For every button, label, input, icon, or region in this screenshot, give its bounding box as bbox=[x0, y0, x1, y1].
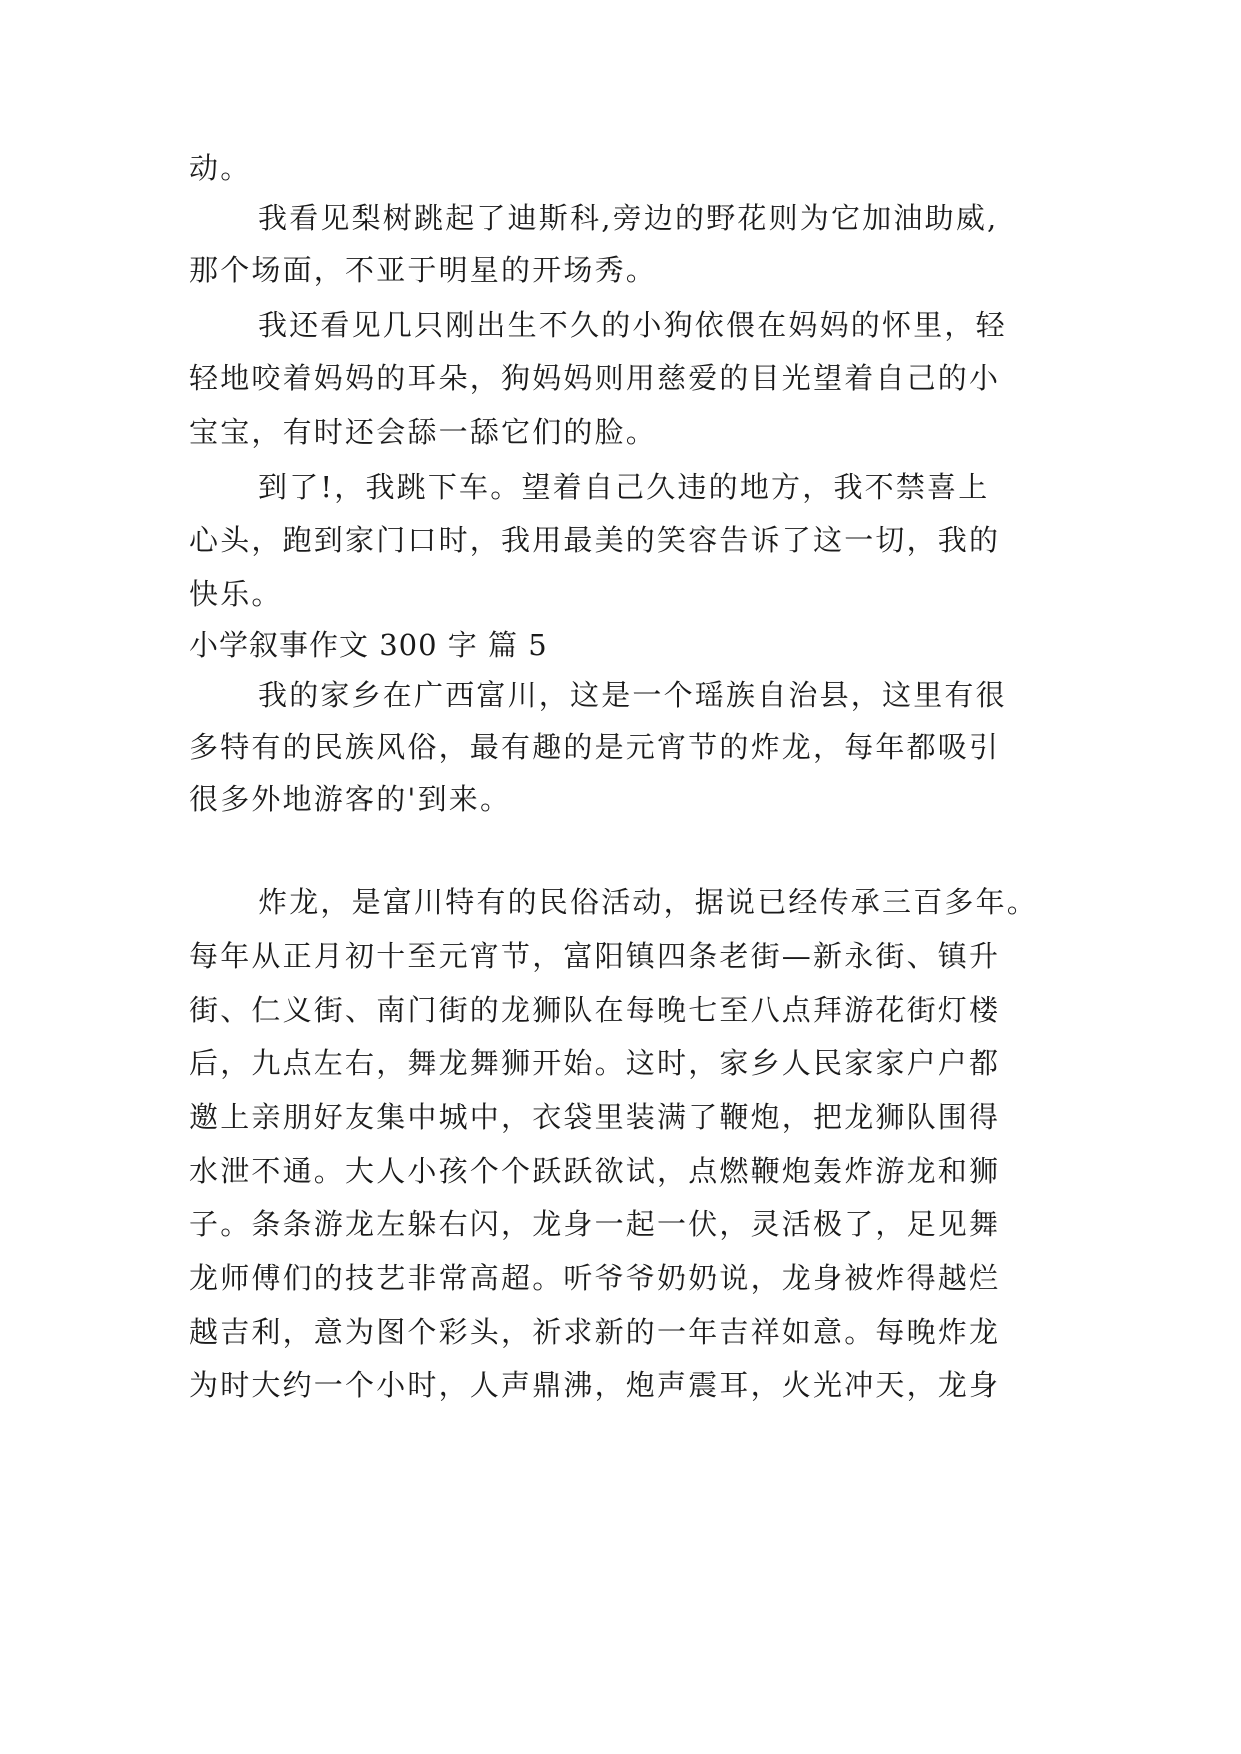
paragraph-first-line: 到了!，我跳下车。望着自己久违的地方，我不禁喜上 bbox=[258, 470, 990, 504]
text-line: 快乐。 bbox=[189, 577, 283, 611]
text-line: 心头，跑到家门口时，我用最美的笑容告诉了这一切，我的 bbox=[189, 523, 1001, 557]
paragraph-first-line: 炸龙，是富川特有的民俗活动，据说已经传承三百多年。 bbox=[258, 885, 1039, 919]
paragraph-first-line: 我还看见几只刚出生不久的小狗依偎在妈妈的怀里，轻 bbox=[258, 308, 1007, 342]
text-line: 每年从正月初十至元宵节，富阳镇四条老街—新永街、镇升 bbox=[189, 939, 1001, 973]
section-heading: 小学叙事作文 300 字 篇 5 bbox=[189, 628, 548, 662]
paragraph-first-line: 我看见梨树跳起了迪斯科,旁边的野花则为它加油助威, bbox=[258, 201, 999, 235]
text-line: 为时大约一个小时，人声鼎沸，炮声震耳，火光冲天，龙身 bbox=[189, 1368, 1001, 1402]
text-line: 龙师傅们的技艺非常高超。听爷爷奶奶说，龙身被炸得越烂 bbox=[189, 1261, 1001, 1295]
text-line: 后，九点左右，舞龙舞狮开始。这时，家乡人民家家户户都 bbox=[189, 1046, 1001, 1080]
text-line: 很多外地游客的'到来。 bbox=[189, 782, 512, 816]
text-line: 宝宝，有时还会舔一舔它们的脸。 bbox=[189, 415, 658, 449]
text-line: 动。 bbox=[189, 151, 252, 185]
text-line: 多特有的民族风俗，最有趣的是元宵节的炸龙，每年都吸引 bbox=[189, 730, 1001, 764]
text-line: 水泄不通。大人小孩个个跃跃欲试，点燃鞭炮轰炸游龙和狮 bbox=[189, 1154, 1001, 1188]
text-line: 邀上亲朋好友集中城中，衣袋里装满了鞭炮，把龙狮队围得 bbox=[189, 1100, 1001, 1134]
paragraph-first-line: 我的家乡在广西富川，这是一个瑶族自治县，这里有很 bbox=[258, 678, 1007, 712]
text-line: 那个场面，不亚于明星的开场秀。 bbox=[189, 253, 658, 287]
text-line: 轻地咬着妈妈的耳朵，狗妈妈则用慈爱的目光望着自己的小 bbox=[189, 361, 1001, 395]
text-line: 子。条条游龙左躲右闪，龙身一起一伏，灵活极了，足见舞 bbox=[189, 1207, 1001, 1241]
text-line: 街、仁义街、南门街的龙狮队在每晚七至八点拜游花街灯楼 bbox=[189, 993, 1001, 1027]
text-line: 越吉利，意为图个彩头，祈求新的一年吉祥如意。每晚炸龙 bbox=[189, 1315, 1001, 1349]
